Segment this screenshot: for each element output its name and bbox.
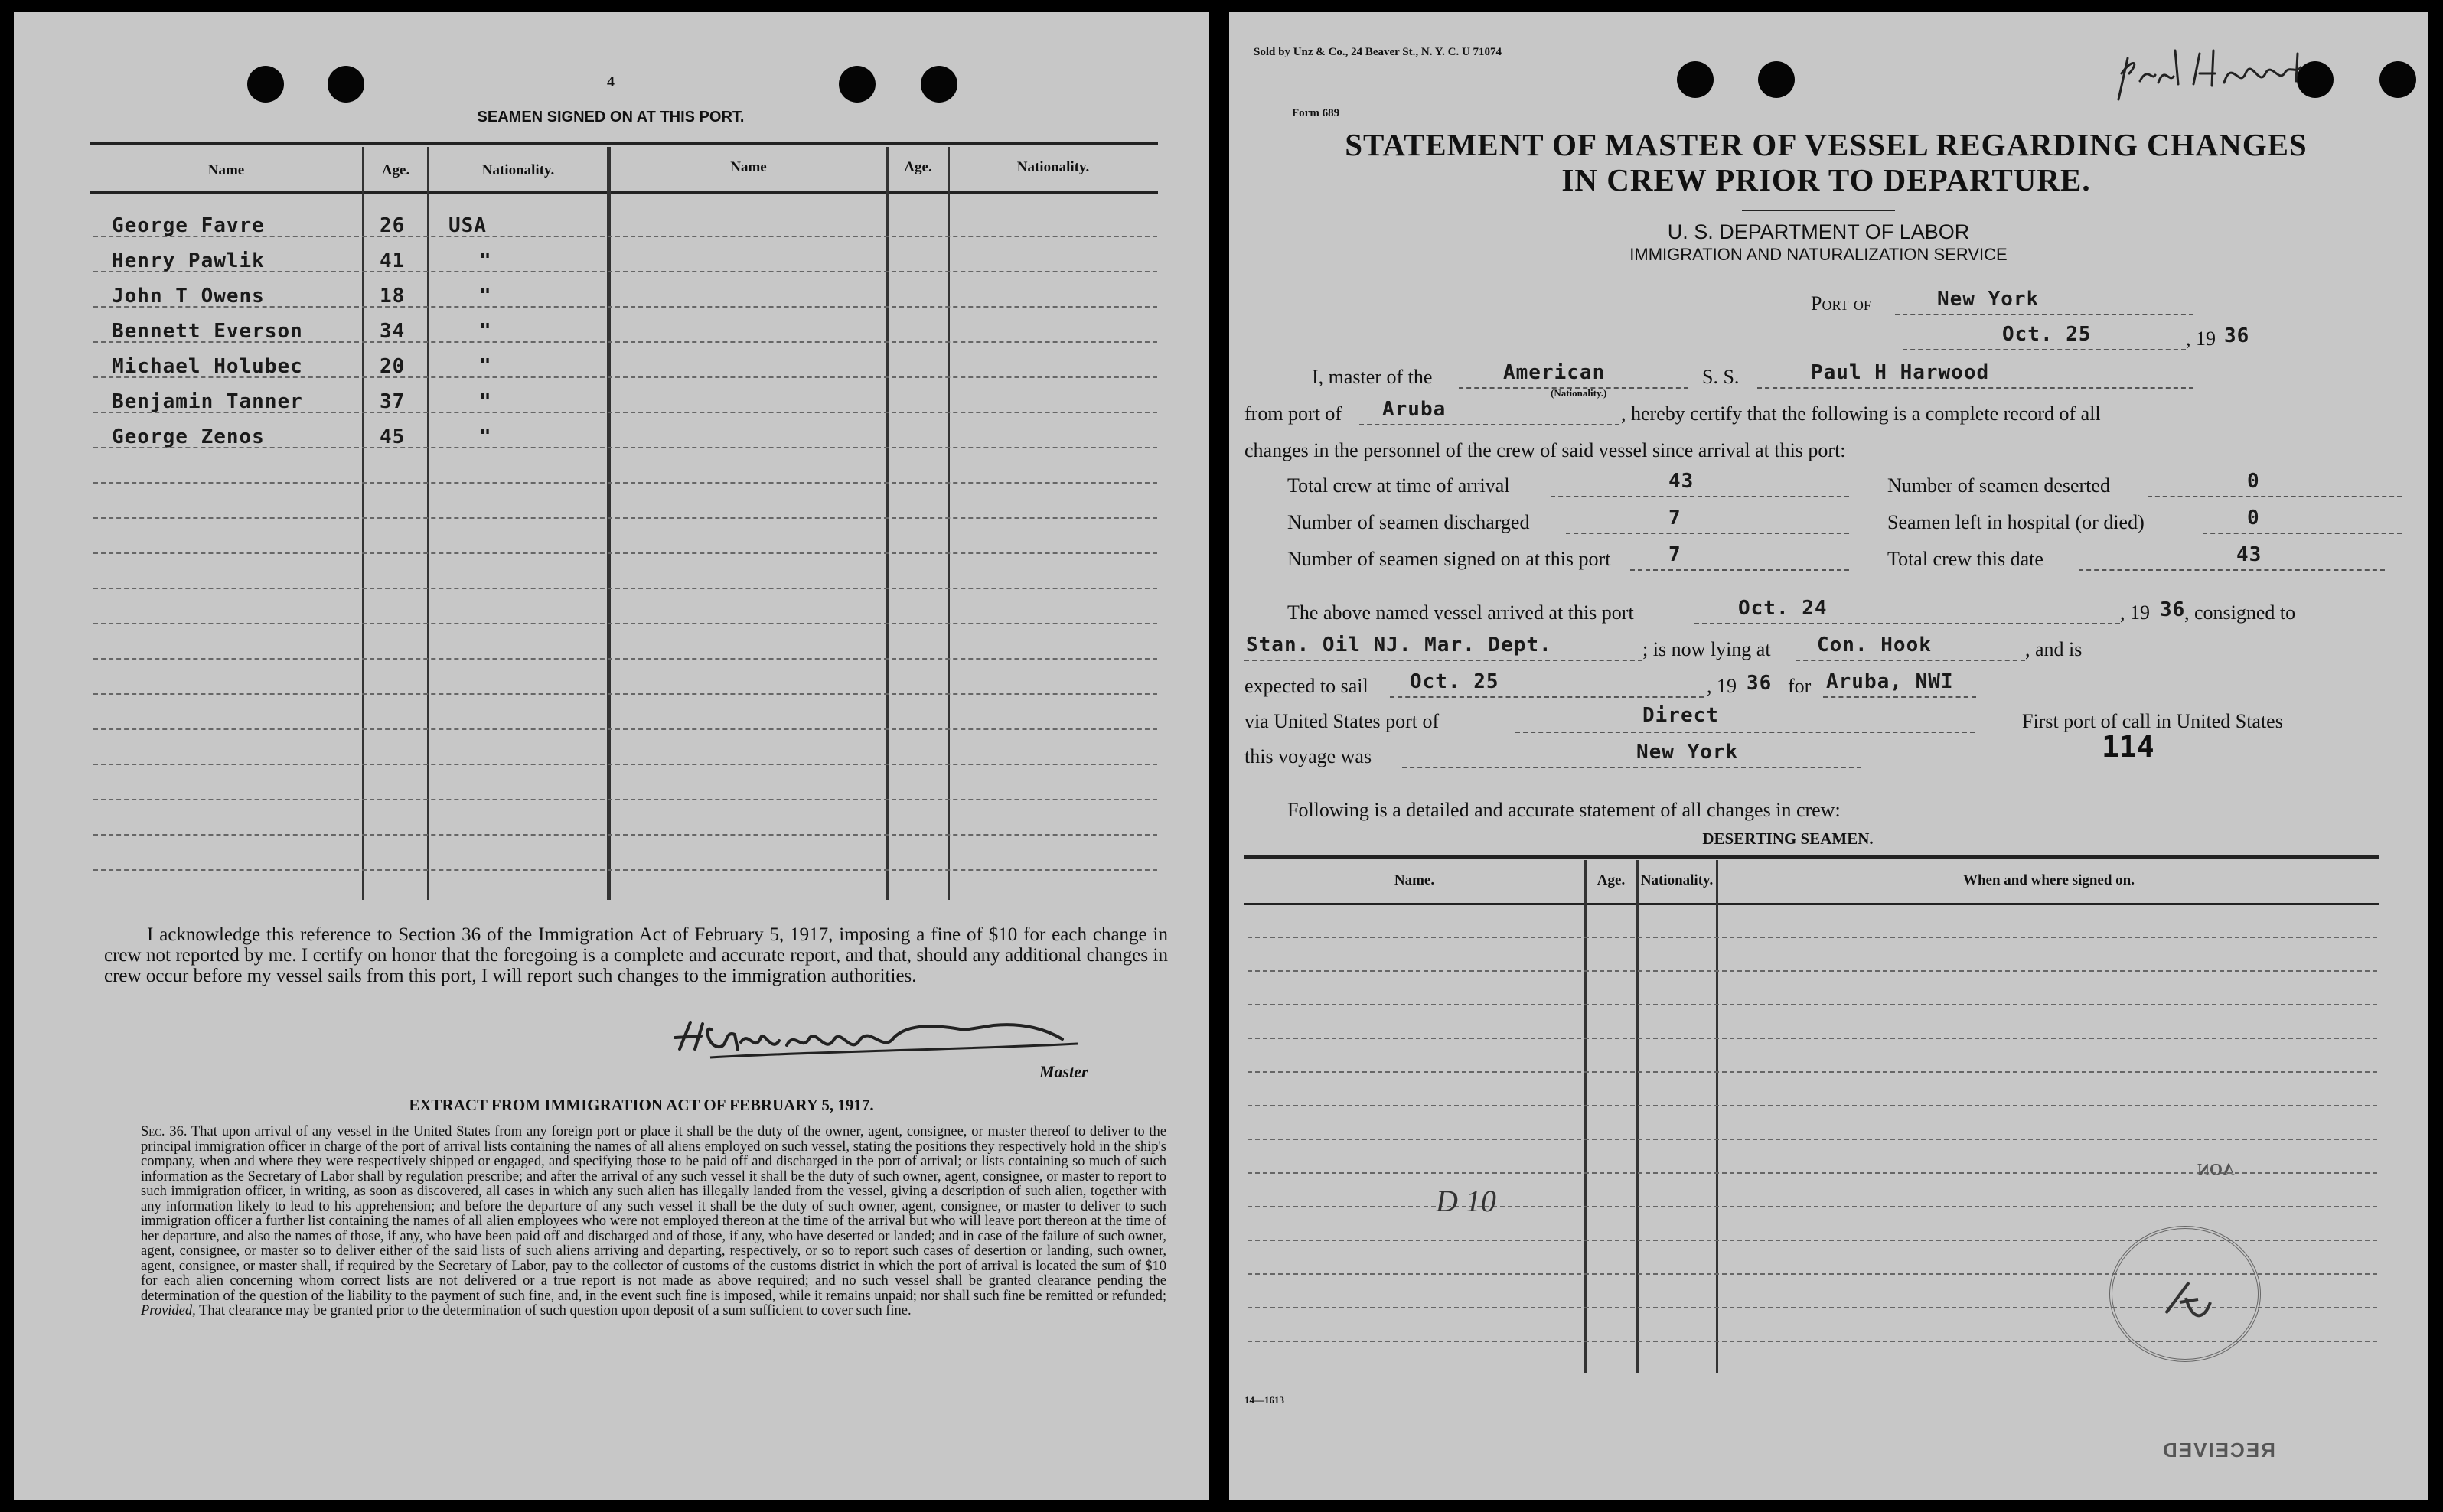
crew-name: George Zenos (112, 425, 265, 448)
consigned-label: , consigned to (2184, 601, 2296, 624)
nationality-value: American (1503, 361, 1606, 384)
crew-nationality: " (479, 425, 492, 448)
via-fill (1515, 732, 1975, 733)
crew-age: 34 (380, 320, 406, 343)
master-signature (664, 1007, 1093, 1068)
des-col-nationality: Nationality. (1640, 872, 1714, 888)
col-header-name-2: Name (730, 159, 767, 175)
stat-label: Total crew at time of arrival (1287, 474, 1510, 497)
from-port-fill (1359, 424, 1619, 425)
crew-nationality: " (479, 249, 492, 272)
certify-text: , hereby certify that the following is a complete record of all (1621, 402, 2101, 425)
col-header-name: Name (207, 162, 245, 178)
destination-fill (1823, 696, 1976, 698)
expected-label: expected to sail (1244, 675, 1368, 697)
extract-body (141, 1125, 1166, 1319)
from-port-label: from port of (1244, 402, 1342, 425)
from-port-value: Aruba (1382, 398, 1447, 421)
following-text: Following is a detailed and accurate statement of all changes in crew: (1287, 799, 1841, 821)
des-col-name: Name. (1394, 872, 1435, 888)
form-title (1244, 127, 2408, 197)
ruled-line (93, 552, 1157, 554)
ruled-line (93, 799, 1157, 800)
crew-nationality: USA (448, 214, 487, 237)
arrived-year-prefix: , 19 (2120, 601, 2150, 624)
ruled-line (93, 693, 1157, 695)
master-label: Master (1039, 1062, 1088, 1081)
crew-age: 37 (380, 390, 406, 413)
stat-fill (2148, 496, 2402, 497)
page-number: 4 (607, 73, 615, 90)
stamp-number: 114 (2102, 730, 2154, 764)
expected-value: Oct. 25 (1410, 670, 1499, 693)
stat-value: 0 (2247, 507, 2260, 530)
punch-hole (2379, 61, 2416, 98)
column-divider (607, 147, 611, 900)
punch-hole (921, 66, 957, 103)
voyage-fill (1402, 767, 1861, 768)
lying-value: Con. Hook (1817, 634, 1932, 657)
ruled-line (1248, 1038, 2377, 1039)
ruled-line (1248, 1139, 2377, 1140)
ruled-line (1248, 970, 2377, 972)
title-line-1: STATEMENT OF MASTER OF VESSEL REGARDING CHANGES (1345, 127, 2308, 162)
handwritten-vessel-name (2109, 35, 2308, 112)
sail-year: 36 (1747, 672, 1773, 695)
extract-title: EXTRACT FROM IMMIGRATION ACT OF FEBRUARY 5, 1917. (409, 1096, 874, 1114)
col-header-age: Age. (381, 162, 410, 178)
ruled-line (1248, 1004, 2377, 1005)
extract-tail: That clearance may be granted prior to the determination of such question upon deposit of a sum sufficient to cover such fine. (199, 1303, 912, 1318)
first-port-label: First port of call in United States (2022, 710, 2283, 732)
voyage-label: this voyage was (1244, 745, 1372, 767)
ruled-line (1248, 1071, 2377, 1073)
master-of-label: I, master of the (1312, 366, 1433, 388)
year-value: 36 (2224, 324, 2250, 347)
stat-fill (1630, 569, 1849, 571)
column-divider (886, 147, 889, 900)
stat-fill (2079, 569, 2385, 571)
port-label: Port of (1811, 292, 1871, 314)
ruled-line (93, 869, 1157, 871)
handwritten-note: D 10 (1436, 1184, 1496, 1218)
date-fill (1903, 349, 2186, 350)
punch-hole (1758, 61, 1795, 98)
nationality-caption: (Nationality.) (1551, 387, 1607, 399)
ruled-line (93, 834, 1157, 836)
ruled-line (93, 623, 1157, 624)
ruled-line (1248, 937, 2377, 938)
crew-nationality: " (479, 320, 492, 343)
sail-year-prefix: , 19 (1707, 675, 1737, 697)
des-col-signed: When and where signed on. (1962, 872, 2135, 888)
and-is-label: , and is (2025, 638, 2083, 660)
stat-value: 43 (1668, 470, 1694, 493)
expected-fill (1390, 696, 1704, 698)
stat-value: 7 (1668, 543, 1681, 566)
year-prefix: , 19 (2186, 327, 2216, 350)
stat-value: 43 (2236, 543, 2262, 566)
acknowledgment-text: I acknowledge this reference to Section 36 of the Immigration Act of February 5, 1917, imposing a fine of $10 for each change in crew not reported by me. I certify on honor that the foregoing is a complete and accurate report, and that, should any additional changes in crew occur before my vessel sails from this port, I will report such changes to the immigration authorities. (104, 924, 1168, 986)
port-value: New York (1937, 288, 2040, 311)
vessel-fill (1757, 387, 2193, 389)
stat-label: Number of seamen deserted (1887, 474, 2110, 497)
section-label: Sec. 36. (141, 1124, 188, 1139)
stat-label: Number of seamen signed on at this port (1287, 548, 1611, 570)
punch-hole (1677, 61, 1714, 98)
ruled-line (1248, 1206, 2377, 1207)
crew-nationality: " (479, 390, 492, 413)
extract-text: That upon arrival of any vessel in the United States from any foreign port or place it shall be the duty of the owner, agent, consignee, or master thereof to deliver to the principal immigration officer in charge of the port of arrival lists containing the names of all aliens employed on such vessel, stating the positions they respectively hold in the ship's company, when and where they were respectively shipped or engaged, and specifying those to be paid off and discharged in the port of arrival; or lists containing so much of such information as the Secretary of Labor shall by regulation prescribe; and after the arrival of any such vessel it shall be the duty of such owner, agent, consignee, or master to report to such immigration officer, in writing, as soon as discovered, all cases in which any such alien has illegally landed from the vessel, giving a description of such alien, together with any information likely to lead to his apprehension; and before the departure of any such vessel it shall be the duty of such owner, agent, consignee, or master to deliver to such immigration officer a further list containing the names of all alien employees who were not employed thereon at the time of the arrival but who will leave port thereon at the time of her departure, and also the names of those, if any, who have been paid off and discharged and of those, if any, who have deserted or landed; and in case of the failure of such owner, agent, consignee, or master so to deliver either of the said lists of such aliens arriving and departing, respectively, or so to report such cases of desertion or landing, such owner, agent, consignee, or master shall, if required by the Secretary of Labor, pay to the collector of customs of the customs district in which the port of arrival is located the sum of $10 for each alien concerning whom correct lists are not delivered or a true report is not made as above required; and no such vessel shall be granted clearance pending the determination of the question of the liability to the payment of such fine, and, in the event such fine is imposed, while it remains unpaid; nor shall such fine be remitted or refunded; (141, 1124, 1167, 1304)
department: U. S. DEPARTMENT OF LABOR (1667, 220, 1970, 243)
table-top-rule (90, 142, 1158, 145)
punch-hole (247, 66, 284, 103)
crew-name: George Favre (112, 214, 265, 237)
left-page (14, 12, 1209, 1500)
seal-mark (2112, 1229, 2258, 1359)
ruled-line (93, 764, 1157, 765)
col-header-nationality-2: Nationality. (1016, 159, 1090, 175)
consignee-value: Stan. Oil NJ. Mar. Dept. (1246, 634, 1552, 657)
stat-fill (1551, 496, 1849, 497)
des-col-age: Age. (1597, 872, 1626, 888)
arrived-fill (1694, 623, 2120, 624)
stat-label: Total crew this date (1887, 548, 2043, 570)
crew-age: 20 (380, 355, 406, 378)
crew-age: 26 (380, 214, 406, 237)
crew-name: John T Owens (112, 285, 265, 308)
via-label: via United States port of (1244, 710, 1440, 732)
crew-name: Benjamin Tanner (112, 390, 303, 413)
stat-fill (1566, 533, 1849, 534)
col-header-nationality: Nationality. (481, 162, 555, 178)
consignee-fill (1244, 660, 1642, 661)
ruled-line (93, 588, 1157, 589)
arrived-label: The above named vessel arrived at this port (1287, 601, 1634, 624)
column-divider (362, 147, 364, 900)
proviso-label: Provided, (141, 1303, 196, 1318)
via-value: Direct (1642, 704, 1719, 727)
service: IMMIGRATION AND NATURALIZATION SERVICE (1629, 245, 2008, 264)
stat-value: 7 (1668, 507, 1681, 530)
title-rule (1742, 210, 1895, 211)
stamp-month: NOV (2197, 1160, 2235, 1179)
footer-code: 14—1613 (1244, 1394, 1284, 1406)
crew-name: Bennett Everson (112, 320, 303, 343)
lying-fill (1796, 660, 2025, 661)
stat-label: Number of seamen discharged (1287, 511, 1530, 533)
arrived-year: 36 (2160, 598, 2186, 621)
des-table-header-rule (1244, 903, 2379, 905)
stat-value: 0 (2247, 470, 2260, 493)
crew-age: 41 (380, 249, 406, 272)
section-title: SEAMEN SIGNED ON AT THIS PORT. (477, 109, 745, 125)
crew-nationality: " (479, 285, 492, 308)
date-stamp (2197, 1160, 2235, 1178)
voyage-value: New York (1636, 741, 1739, 764)
ruled-line (93, 658, 1157, 660)
for-label: for (1788, 675, 1812, 697)
ruled-line (93, 482, 1157, 484)
date-value: Oct. 25 (2002, 323, 2092, 346)
punch-hole (839, 66, 876, 103)
des-table-top-rule (1244, 855, 2379, 859)
crew-name: Henry Pawlik (112, 249, 265, 272)
form-number: Form 689 (1292, 107, 1340, 119)
deserting-title: DESERTING SEAMEN. (1702, 829, 1874, 848)
crew-age: 18 (380, 285, 406, 308)
right-page (1229, 12, 2428, 1500)
official-seal (2109, 1226, 2261, 1362)
crew-nationality: " (479, 355, 492, 378)
ruled-line (93, 728, 1157, 730)
lying-label: ; is now lying at (1642, 638, 1771, 660)
received-stamp: RECEIVED (2161, 1439, 2275, 1461)
ss-label: S. S. (1702, 366, 1740, 388)
column-divider (948, 147, 950, 900)
title-line-2: IN CREW PRIOR TO DEPARTURE. (1561, 162, 2091, 197)
port-fill (1895, 314, 2193, 315)
stat-fill (2203, 533, 2402, 534)
crew-age: 45 (380, 425, 406, 448)
punch-hole (328, 66, 364, 103)
printer-line: Sold by Unz & Co., 24 Beaver St., N. Y. C. U 71074 (1254, 46, 1502, 58)
changes-text: changes in the personnel of the crew of said vessel since arrival at this port: (1244, 439, 1846, 461)
vessel-value: Paul H Harwood (1811, 361, 1990, 384)
ruled-line (1248, 1105, 2377, 1106)
table-header-rule (90, 191, 1158, 194)
col-header-age-2: Age. (904, 159, 932, 175)
stat-label: Seamen left in hospital (or died) (1887, 511, 2145, 533)
ruled-line (93, 517, 1157, 519)
destination-value: Aruba, NWI (1826, 670, 1954, 693)
arrived-value: Oct. 24 (1738, 597, 1828, 620)
column-divider (427, 147, 429, 900)
crew-name: Michael Holubec (112, 355, 303, 378)
